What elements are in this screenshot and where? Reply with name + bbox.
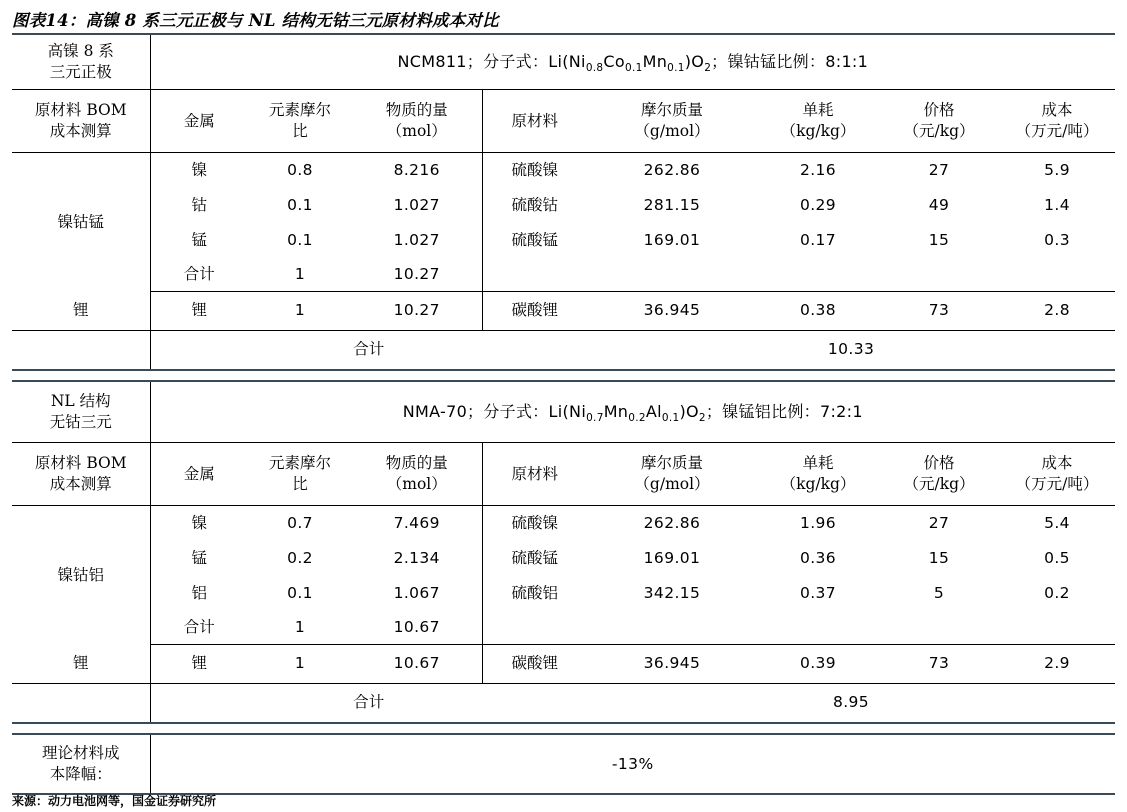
cell-raw-material: 碳酸锂 [482, 292, 587, 331]
cell-molar-mass: 262.86 [643, 514, 701, 533]
cell-molar-mass: 36.945 [587, 645, 757, 684]
cell-molar-mass: 281.15 [643, 196, 701, 215]
cell-total-label: 合计 [150, 330, 587, 370]
cell-metal: 锂 [150, 645, 248, 684]
cell-cathode-label: 高镍 8 系 三元正极 [12, 34, 150, 90]
cell-total-value: 8.95 [587, 683, 1115, 723]
cell-unit-consumption: 0.29 [799, 196, 837, 215]
cell-group-label: 镍钴铝 [12, 506, 150, 645]
cell-molar-mass: 169.01 [643, 549, 701, 568]
cell-amount: 10.67 [352, 611, 482, 645]
table-header-row [12, 443, 1115, 506]
table-row-cathode-formula [12, 381, 1115, 443]
table-row-lithium [12, 645, 1115, 684]
cell-price: 27 [928, 161, 950, 180]
header-raw-material: 原材料 [482, 443, 587, 506]
cell-amount: 1.027 [352, 188, 482, 223]
cell-amount: 10.27 [352, 292, 482, 331]
cell-molar-ratio: 0.7 [287, 514, 313, 533]
cell-molar-ratio: 0.1 [287, 231, 313, 250]
table-header-row [12, 90, 1115, 153]
cell-price: 15 [928, 549, 950, 568]
cell-metal: 镍 [191, 161, 207, 180]
cell-cost: 0.5 [1044, 549, 1070, 568]
cell-unit-consumption [757, 611, 879, 645]
table-row-subtotal [12, 258, 1115, 292]
header-metal: 金属 [150, 90, 248, 153]
source-note: 来源：动力电池网等，国金证券研究所 [12, 794, 217, 808]
cell-group-label-lithium: 锂 [12, 645, 150, 684]
cell-amount: 10.27 [352, 258, 482, 292]
cell-unit-consumption: 0.38 [757, 292, 879, 331]
header-price: 价格 （元/kg） [879, 90, 999, 153]
cell-cost: 0.2 [1044, 584, 1070, 603]
header-cost: 成本 （万元/吨） [999, 90, 1115, 153]
cell-raw-material: 硫酸铝 [511, 584, 558, 603]
cell-raw-material: 硫酸锰 [511, 231, 558, 250]
cell-amount: 2.134 [352, 541, 482, 576]
cell-price: 49 [928, 196, 950, 215]
cell-molar-ratio: 0.2 [287, 549, 313, 568]
cell-raw-material: 硫酸钴 [511, 196, 558, 215]
header-unit-consumption: 单耗 （kg/kg） [757, 443, 879, 506]
cell-amount: 1.067 [352, 576, 482, 611]
header-cost: 成本 （万元/吨） [999, 443, 1115, 506]
cell-metal: 合计 [150, 611, 248, 645]
cell-cost: 0.3 [1044, 231, 1070, 250]
cell-molar-ratio: 0.1 [287, 196, 313, 215]
table-row [12, 506, 1115, 542]
cell-cost: 5.4 [1044, 514, 1070, 533]
cell-cost: 5.9 [1044, 161, 1070, 180]
cell-cost: 1.4 [1044, 196, 1070, 215]
cell-total-label: 合计 [150, 683, 587, 723]
table-row-subtotal [12, 611, 1115, 645]
table-row-total [12, 683, 1115, 723]
cell-cost: 2.8 [999, 292, 1115, 331]
header-bom-label: 原材料 BOM 成本测算 [12, 443, 150, 506]
cell-conclusion-value: -13% [150, 734, 1115, 794]
header-amount: 物质的量 （mol） [352, 90, 482, 153]
cell-cathode-label: NL 结构 无钴三元 [12, 381, 150, 443]
cell-raw-material: 硫酸镍 [511, 161, 558, 180]
table-row [12, 153, 1115, 189]
cell-raw-material [482, 611, 587, 645]
header-amount: 物质的量 （mol） [352, 443, 482, 506]
cell-molar-ratio: 1 [248, 645, 352, 684]
table-nma70 [12, 380, 1115, 724]
cell-molar-ratio: 1 [248, 611, 352, 645]
cell-unit-consumption: 0.39 [757, 645, 879, 684]
cell-molar-mass [587, 611, 757, 645]
cell-unit-consumption [757, 258, 879, 292]
cell-metal: 铝 [191, 584, 207, 603]
cell-molar-mass [587, 258, 757, 292]
cell-metal: 镍 [191, 514, 207, 533]
table-ncm811 [12, 33, 1115, 371]
cell-formula: NCM811；分子式：$Li(Ni_{0.8}Co_{0.1}Mn_{0.1})O_2$；镍钴锰比例：8:1:1 [150, 34, 1115, 90]
cell-price: 5 [933, 584, 945, 603]
cell-price: 15 [928, 231, 950, 250]
table-row-conclusion [12, 734, 1115, 794]
cell-price: 27 [928, 514, 950, 533]
cell-total-blank [12, 330, 150, 370]
cell-molar-ratio: 1 [248, 292, 352, 331]
header-molar-ratio: 元素摩尔 比 [248, 443, 352, 506]
cell-raw-material [482, 258, 587, 292]
table-row-lithium [12, 292, 1115, 331]
cell-metal: 钴 [191, 196, 207, 215]
header-molar-ratio: 元素摩尔 比 [248, 90, 352, 153]
cell-metal: 锰 [191, 549, 207, 568]
cell-price [879, 611, 999, 645]
header-unit-consumption: 单耗 （kg/kg） [757, 90, 879, 153]
cell-molar-mass: 36.945 [587, 292, 757, 331]
cell-unit-consumption: 1.96 [799, 514, 837, 533]
cell-metal: 合计 [150, 258, 248, 292]
header-molar-mass: 摩尔质量 （g/mol） [587, 443, 757, 506]
cell-raw-material: 硫酸镍 [511, 514, 558, 533]
cell-raw-material: 硫酸锰 [511, 549, 558, 568]
cell-molar-ratio: 1 [248, 258, 352, 292]
cell-total-blank [12, 683, 150, 723]
cell-group-label: 镍钴锰 [12, 153, 150, 292]
cell-cost [999, 611, 1115, 645]
cell-raw-material: 碳酸锂 [482, 645, 587, 684]
cell-molar-ratio: 0.1 [287, 584, 313, 603]
cell-price: 73 [879, 645, 999, 684]
cell-amount: 8.216 [352, 153, 482, 189]
table-row [12, 541, 1115, 576]
cell-amount: 1.027 [352, 223, 482, 258]
header-molar-mass: 摩尔质量 （g/mol） [587, 90, 757, 153]
cell-molar-mass: 169.01 [643, 231, 701, 250]
header-metal: 金属 [150, 443, 248, 506]
cell-molar-mass: 262.86 [643, 161, 701, 180]
table-row [12, 188, 1115, 223]
table-conclusion [12, 733, 1115, 795]
cell-cost [999, 258, 1115, 292]
cell-unit-consumption: 0.36 [799, 549, 837, 568]
table-row-total [12, 330, 1115, 370]
header-bom-label: 原材料 BOM 成本测算 [12, 90, 150, 153]
cell-amount: 7.469 [352, 506, 482, 542]
table-row [12, 576, 1115, 611]
cell-group-label-lithium: 锂 [12, 292, 150, 331]
cell-unit-consumption: 0.17 [799, 231, 837, 250]
figure-title: 图表14：高镍 8 系三元正极与 NL 结构无钴三元原材料成本对比 [12, 11, 499, 30]
cell-price [879, 258, 999, 292]
header-raw-material: 原材料 [482, 90, 587, 153]
cell-amount: 10.67 [352, 645, 482, 684]
cell-metal: 锰 [191, 231, 207, 250]
cell-molar-mass: 342.15 [643, 584, 701, 603]
cell-cost: 2.9 [999, 645, 1115, 684]
table-row [12, 223, 1115, 258]
cell-unit-consumption: 2.16 [799, 161, 837, 180]
cell-formula: NMA-70；分子式：$Li(Ni_{0.7}Mn_{0.2}Al_{0.1})O_2$；镍锰铝比例：7:2:1 [150, 381, 1115, 443]
table-row-cathode-formula [12, 34, 1115, 90]
header-price: 价格 （元/kg） [879, 443, 999, 506]
cell-total-value: 10.33 [587, 330, 1115, 370]
cell-price: 73 [879, 292, 999, 331]
cell-conclusion-label: 理论材料成 本降幅： [12, 734, 150, 794]
cell-molar-ratio: 0.8 [287, 161, 313, 180]
cell-unit-consumption: 0.37 [799, 584, 837, 603]
cell-metal: 锂 [150, 292, 248, 331]
